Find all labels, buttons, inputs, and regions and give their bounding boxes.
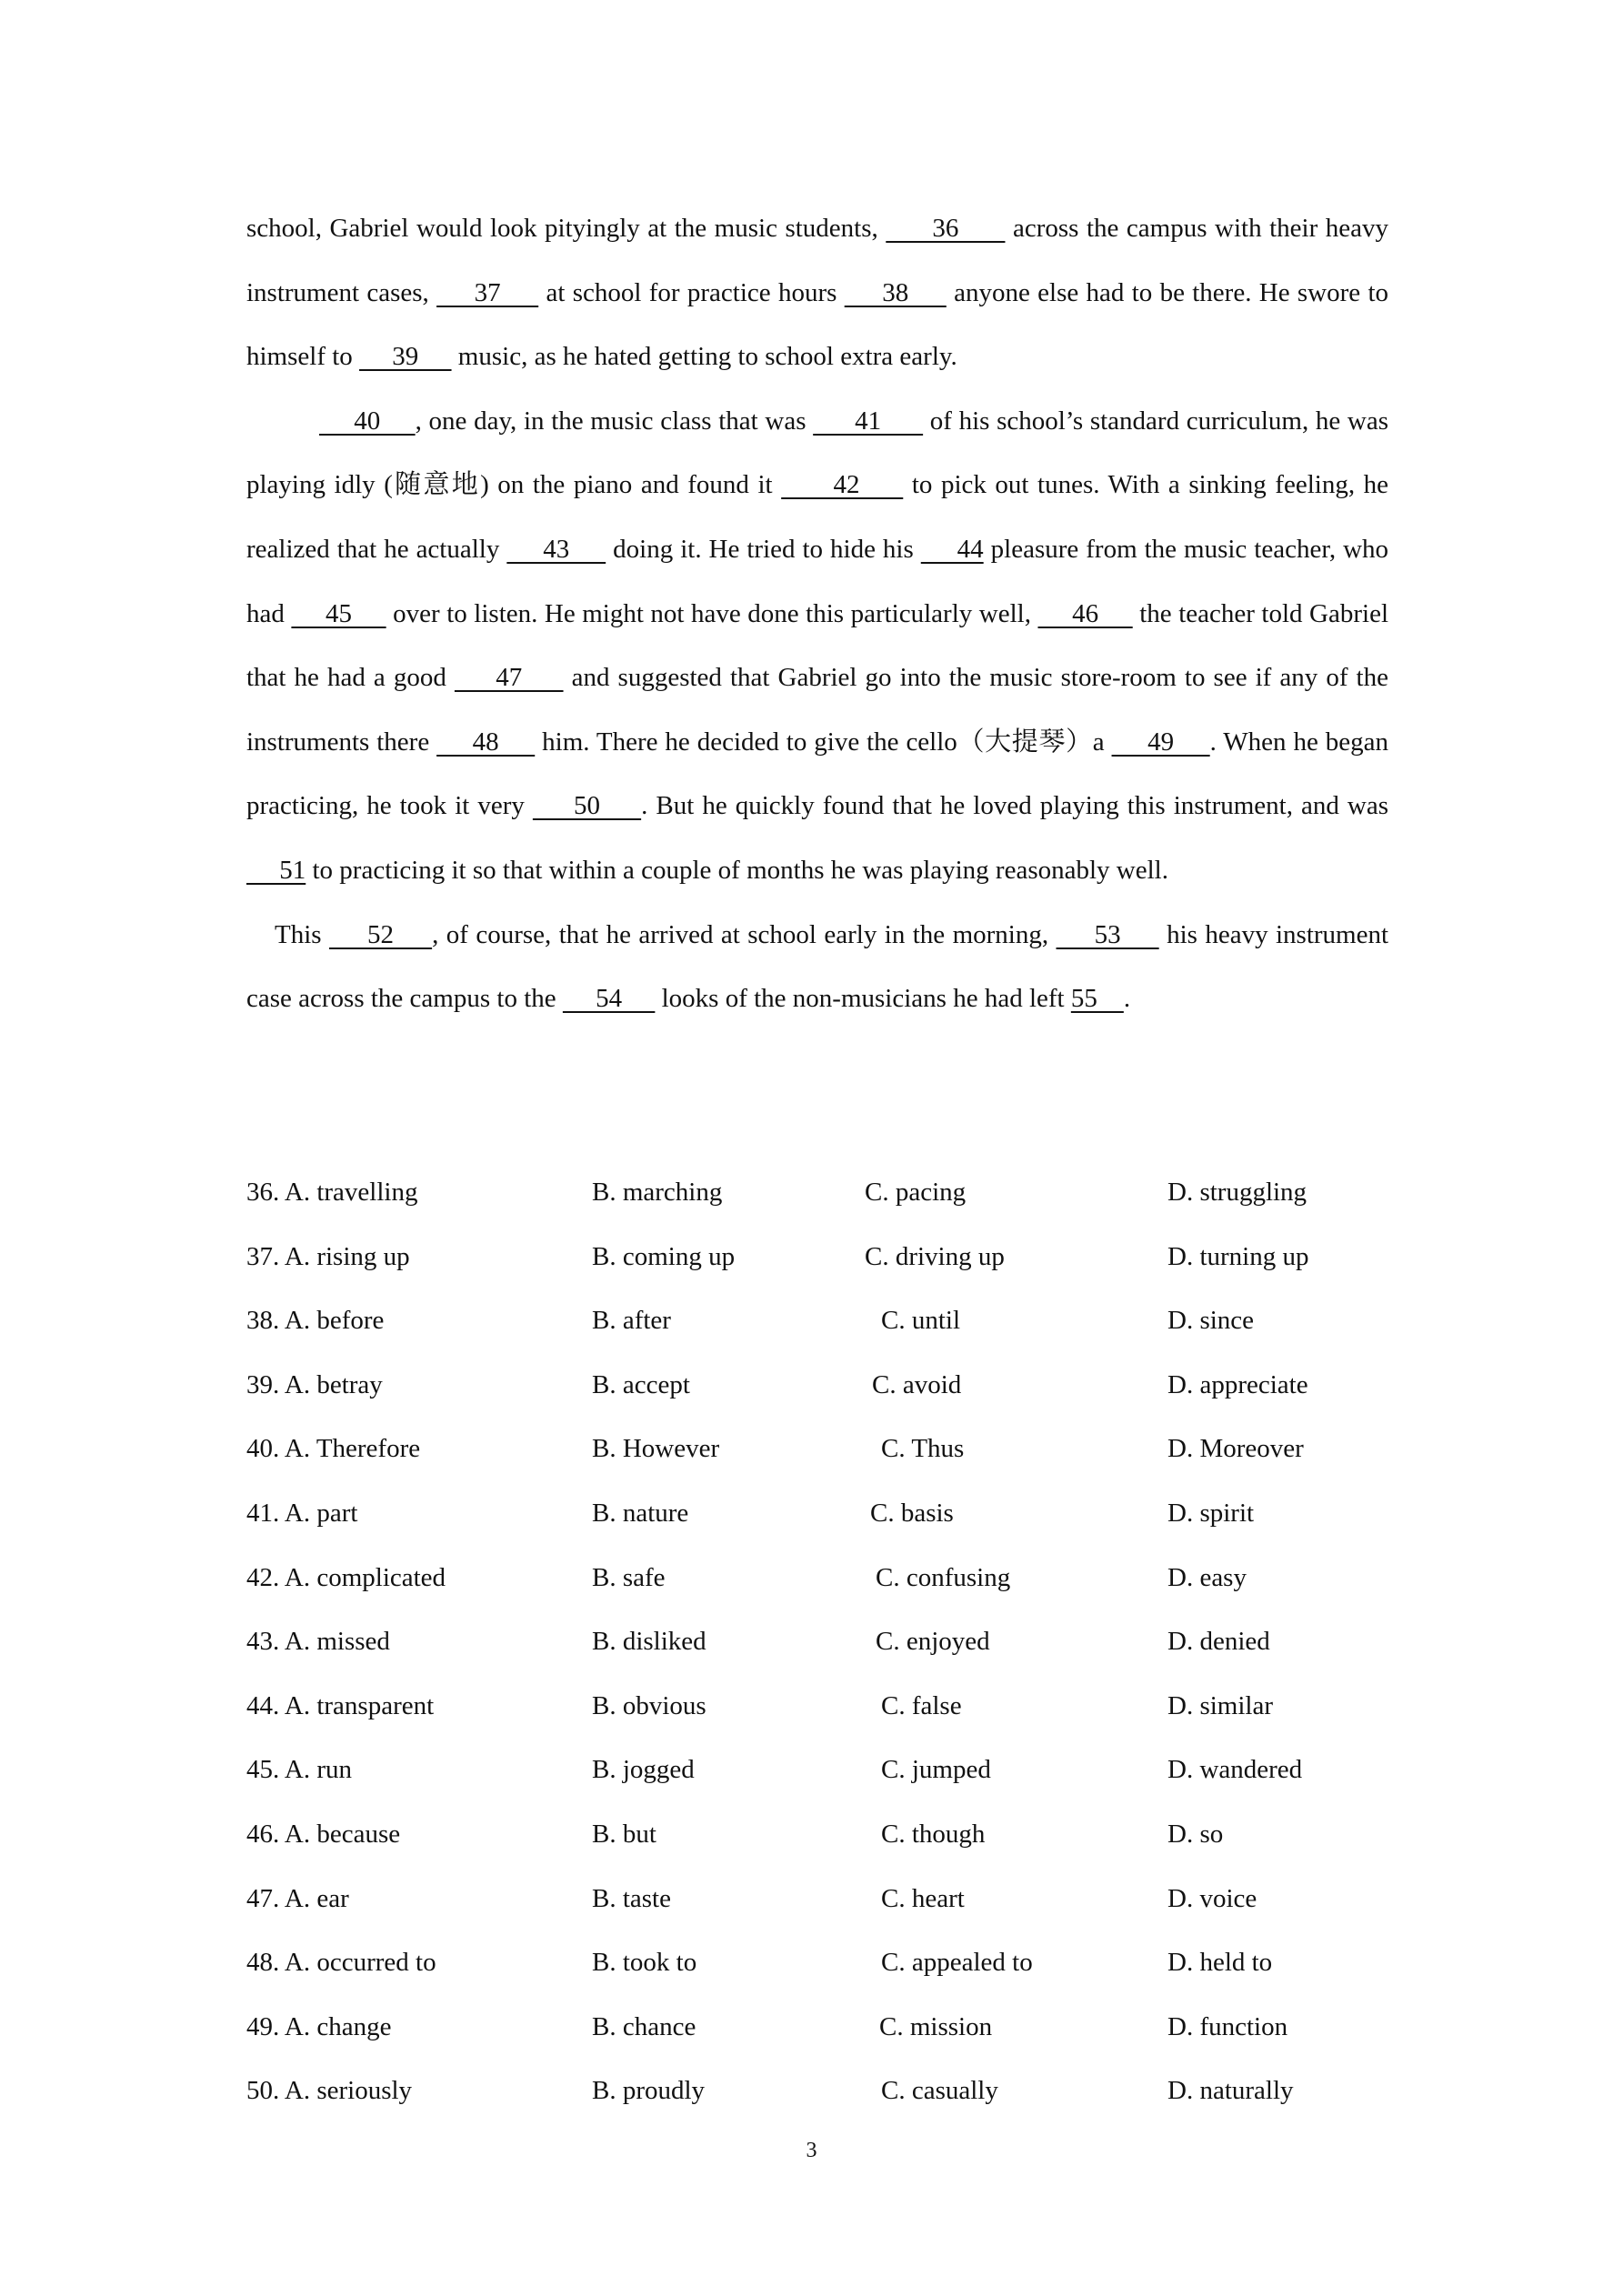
text: .	[1123, 984, 1131, 1014]
option-row-39	[246, 1353, 1428, 1418]
option-d: D. denied	[1167, 1627, 1270, 1657]
blank-55: 55	[1070, 984, 1124, 1014]
text: anyone else had to be there. He swore to himself to	[246, 277, 1389, 372]
option-c: C. pacing	[865, 1178, 967, 1207]
option-d: D. wandered	[1167, 1755, 1303, 1785]
option-b: B. nature	[592, 1498, 689, 1528]
paragraph-2	[246, 389, 1388, 903]
option-row-40	[246, 1417, 1428, 1481]
blank-42: 42	[781, 470, 904, 500]
blank-49: 49	[1111, 727, 1210, 757]
option-c: C. jumped	[881, 1755, 991, 1785]
option-row-37	[246, 1225, 1428, 1289]
paragraph-1	[246, 196, 1388, 389]
blank-47: 47	[454, 663, 564, 693]
text: to practicing it so that within a couple of months he was playing reasonably well.	[306, 855, 1168, 885]
text: , one day, in the music class that was	[415, 406, 814, 436]
option-b: B. took to	[592, 1948, 697, 1978]
option-a: 39. A. betray	[246, 1369, 383, 1399]
option-c: C. driving up	[865, 1241, 1005, 1271]
blank-52: 52	[328, 919, 433, 949]
option-b: B. accept	[592, 1369, 690, 1399]
text: him. There he decided to give the cello（大提琴）a	[535, 727, 1112, 757]
option-b: B. jogged	[592, 1755, 695, 1785]
option-a: 43. A. missed	[246, 1627, 390, 1657]
option-row-50	[246, 2059, 1428, 2123]
text: looks of the non-musicians he had left	[655, 984, 1071, 1014]
option-c: C. enjoyed	[876, 1627, 990, 1657]
option-b: B. obvious	[592, 1690, 706, 1720]
option-c: C. mission	[879, 2011, 993, 2041]
option-row-48	[246, 1930, 1428, 1995]
blank-39: 39	[359, 342, 452, 372]
text: music, as he hated getting to school extra early.	[451, 342, 957, 372]
text: over to listen. He might not have done this particularly well,	[386, 598, 1038, 628]
option-c: C. heart	[881, 1883, 965, 1913]
blank-46: 46	[1037, 598, 1133, 628]
option-c: C. false	[881, 1690, 962, 1720]
text: . But he quickly found that he loved playing this instrument, and was	[641, 791, 1389, 821]
option-a: 36. A. travelling	[246, 1178, 418, 1207]
option-row-41	[246, 1481, 1428, 1546]
option-a: 47. A. ear	[246, 1883, 349, 1913]
paragraph-3	[246, 903, 1388, 1031]
blank-36: 36	[886, 214, 1006, 243]
blank-51: 51	[246, 855, 306, 885]
option-a: 42. A. complicated	[246, 1562, 446, 1592]
option-c: C. confusing	[876, 1562, 1011, 1592]
option-row-38	[246, 1288, 1428, 1353]
blank-41: 41	[813, 406, 924, 436]
blank-40: 40	[319, 406, 416, 436]
option-c: C. casually	[881, 2076, 998, 2106]
option-row-45	[246, 1738, 1428, 1802]
blank-37: 37	[436, 277, 539, 307]
option-d: D. easy	[1167, 1562, 1247, 1592]
option-b: B. after	[592, 1306, 671, 1336]
option-d: D. Moreover	[1167, 1434, 1304, 1464]
text: , of course, that he arrived at school early in the morning,	[432, 919, 1057, 949]
option-d: D. turning up	[1167, 1241, 1309, 1271]
option-d: D. voice	[1167, 1883, 1257, 1913]
option-d: D. since	[1167, 1306, 1255, 1336]
text: doing it. He tried to hide his	[606, 534, 921, 564]
option-c: C. avoid	[872, 1369, 962, 1399]
text: of his school’s standard curriculum, he was playing idly (随意地) on the piano and found it	[246, 406, 1389, 500]
page-number: 3	[806, 2139, 817, 2162]
cloze-passage	[246, 196, 1388, 1031]
option-c: C. though	[881, 1819, 986, 1849]
option-row-43	[246, 1609, 1428, 1674]
option-row-36	[246, 1160, 1428, 1225]
text: pleasure from the music teacher, who had	[246, 534, 1389, 628]
blank-50: 50	[532, 791, 642, 821]
option-a: 50. A. seriously	[246, 2076, 413, 2106]
blank-53: 53	[1056, 919, 1159, 949]
option-b: B. but	[592, 1819, 656, 1849]
option-c: C. basis	[870, 1498, 954, 1528]
option-a: 44. A. transparent	[246, 1690, 435, 1720]
option-b: B. coming up	[592, 1241, 736, 1271]
option-b: B. chance	[592, 2011, 696, 2041]
option-b: B. taste	[592, 1883, 671, 1913]
option-a: 48. A. occurred to	[246, 1948, 436, 1978]
answer-options	[246, 1160, 1428, 2123]
option-d: D. naturally	[1167, 2076, 1294, 2106]
text: the teacher told Gabriel that he had a good	[246, 598, 1389, 693]
option-d: D. struggling	[1167, 1178, 1307, 1207]
option-d: D. so	[1167, 1819, 1224, 1849]
option-c: C. until	[881, 1306, 961, 1336]
blank-48: 48	[436, 727, 536, 757]
text: school, Gabriel would look pityingly at the music students,	[246, 214, 887, 243]
option-a: 38. A. before	[246, 1306, 385, 1336]
option-d: D. function	[1167, 2011, 1288, 2041]
option-row-47	[246, 1867, 1428, 1931]
text: and suggested that Gabriel go into the music store-room to see if any of the instruments there	[246, 663, 1388, 757]
option-a: 37. A. rising up	[246, 1241, 410, 1271]
option-row-44	[246, 1674, 1428, 1739]
blank-45: 45	[291, 598, 386, 628]
option-b: B. marching	[592, 1178, 723, 1207]
option-row-46	[246, 1802, 1428, 1867]
blank-43: 43	[506, 534, 606, 564]
option-b: B. safe	[592, 1562, 666, 1592]
option-d: D. spirit	[1167, 1498, 1255, 1528]
option-a: 45. A. run	[246, 1755, 352, 1785]
option-a: 41. A. part	[246, 1498, 358, 1528]
option-d: D. appreciate	[1167, 1369, 1308, 1399]
text: to pick out tunes. With a sinking feeling, he realized that he actually	[246, 470, 1389, 564]
option-a: 49. A. change	[246, 2011, 392, 2041]
text: . When he began practicing, he took it very	[246, 727, 1388, 821]
option-c: C. Thus	[881, 1434, 965, 1464]
option-row-42	[246, 1546, 1428, 1610]
option-c: C. appealed to	[881, 1948, 1033, 1978]
text: at school for practice hours	[538, 277, 845, 307]
option-a: 46. A. because	[246, 1819, 401, 1849]
blank-44: 44	[920, 534, 984, 564]
blank-38: 38	[844, 277, 947, 307]
option-d: D. similar	[1167, 1690, 1273, 1720]
option-b: B. proudly	[592, 2076, 706, 2106]
option-b: B. disliked	[592, 1627, 706, 1657]
text: across the campus with their heavy instrument cases,	[246, 214, 1388, 307]
blank-54: 54	[562, 984, 656, 1014]
text: This	[275, 919, 329, 949]
option-row-49	[246, 1995, 1428, 2060]
text: his heavy instrument case across the campus to the	[246, 919, 1389, 1014]
option-a: 40. A. Therefore	[246, 1434, 421, 1464]
option-b: B. However	[592, 1434, 720, 1464]
option-d: D. held to	[1167, 1948, 1273, 1978]
